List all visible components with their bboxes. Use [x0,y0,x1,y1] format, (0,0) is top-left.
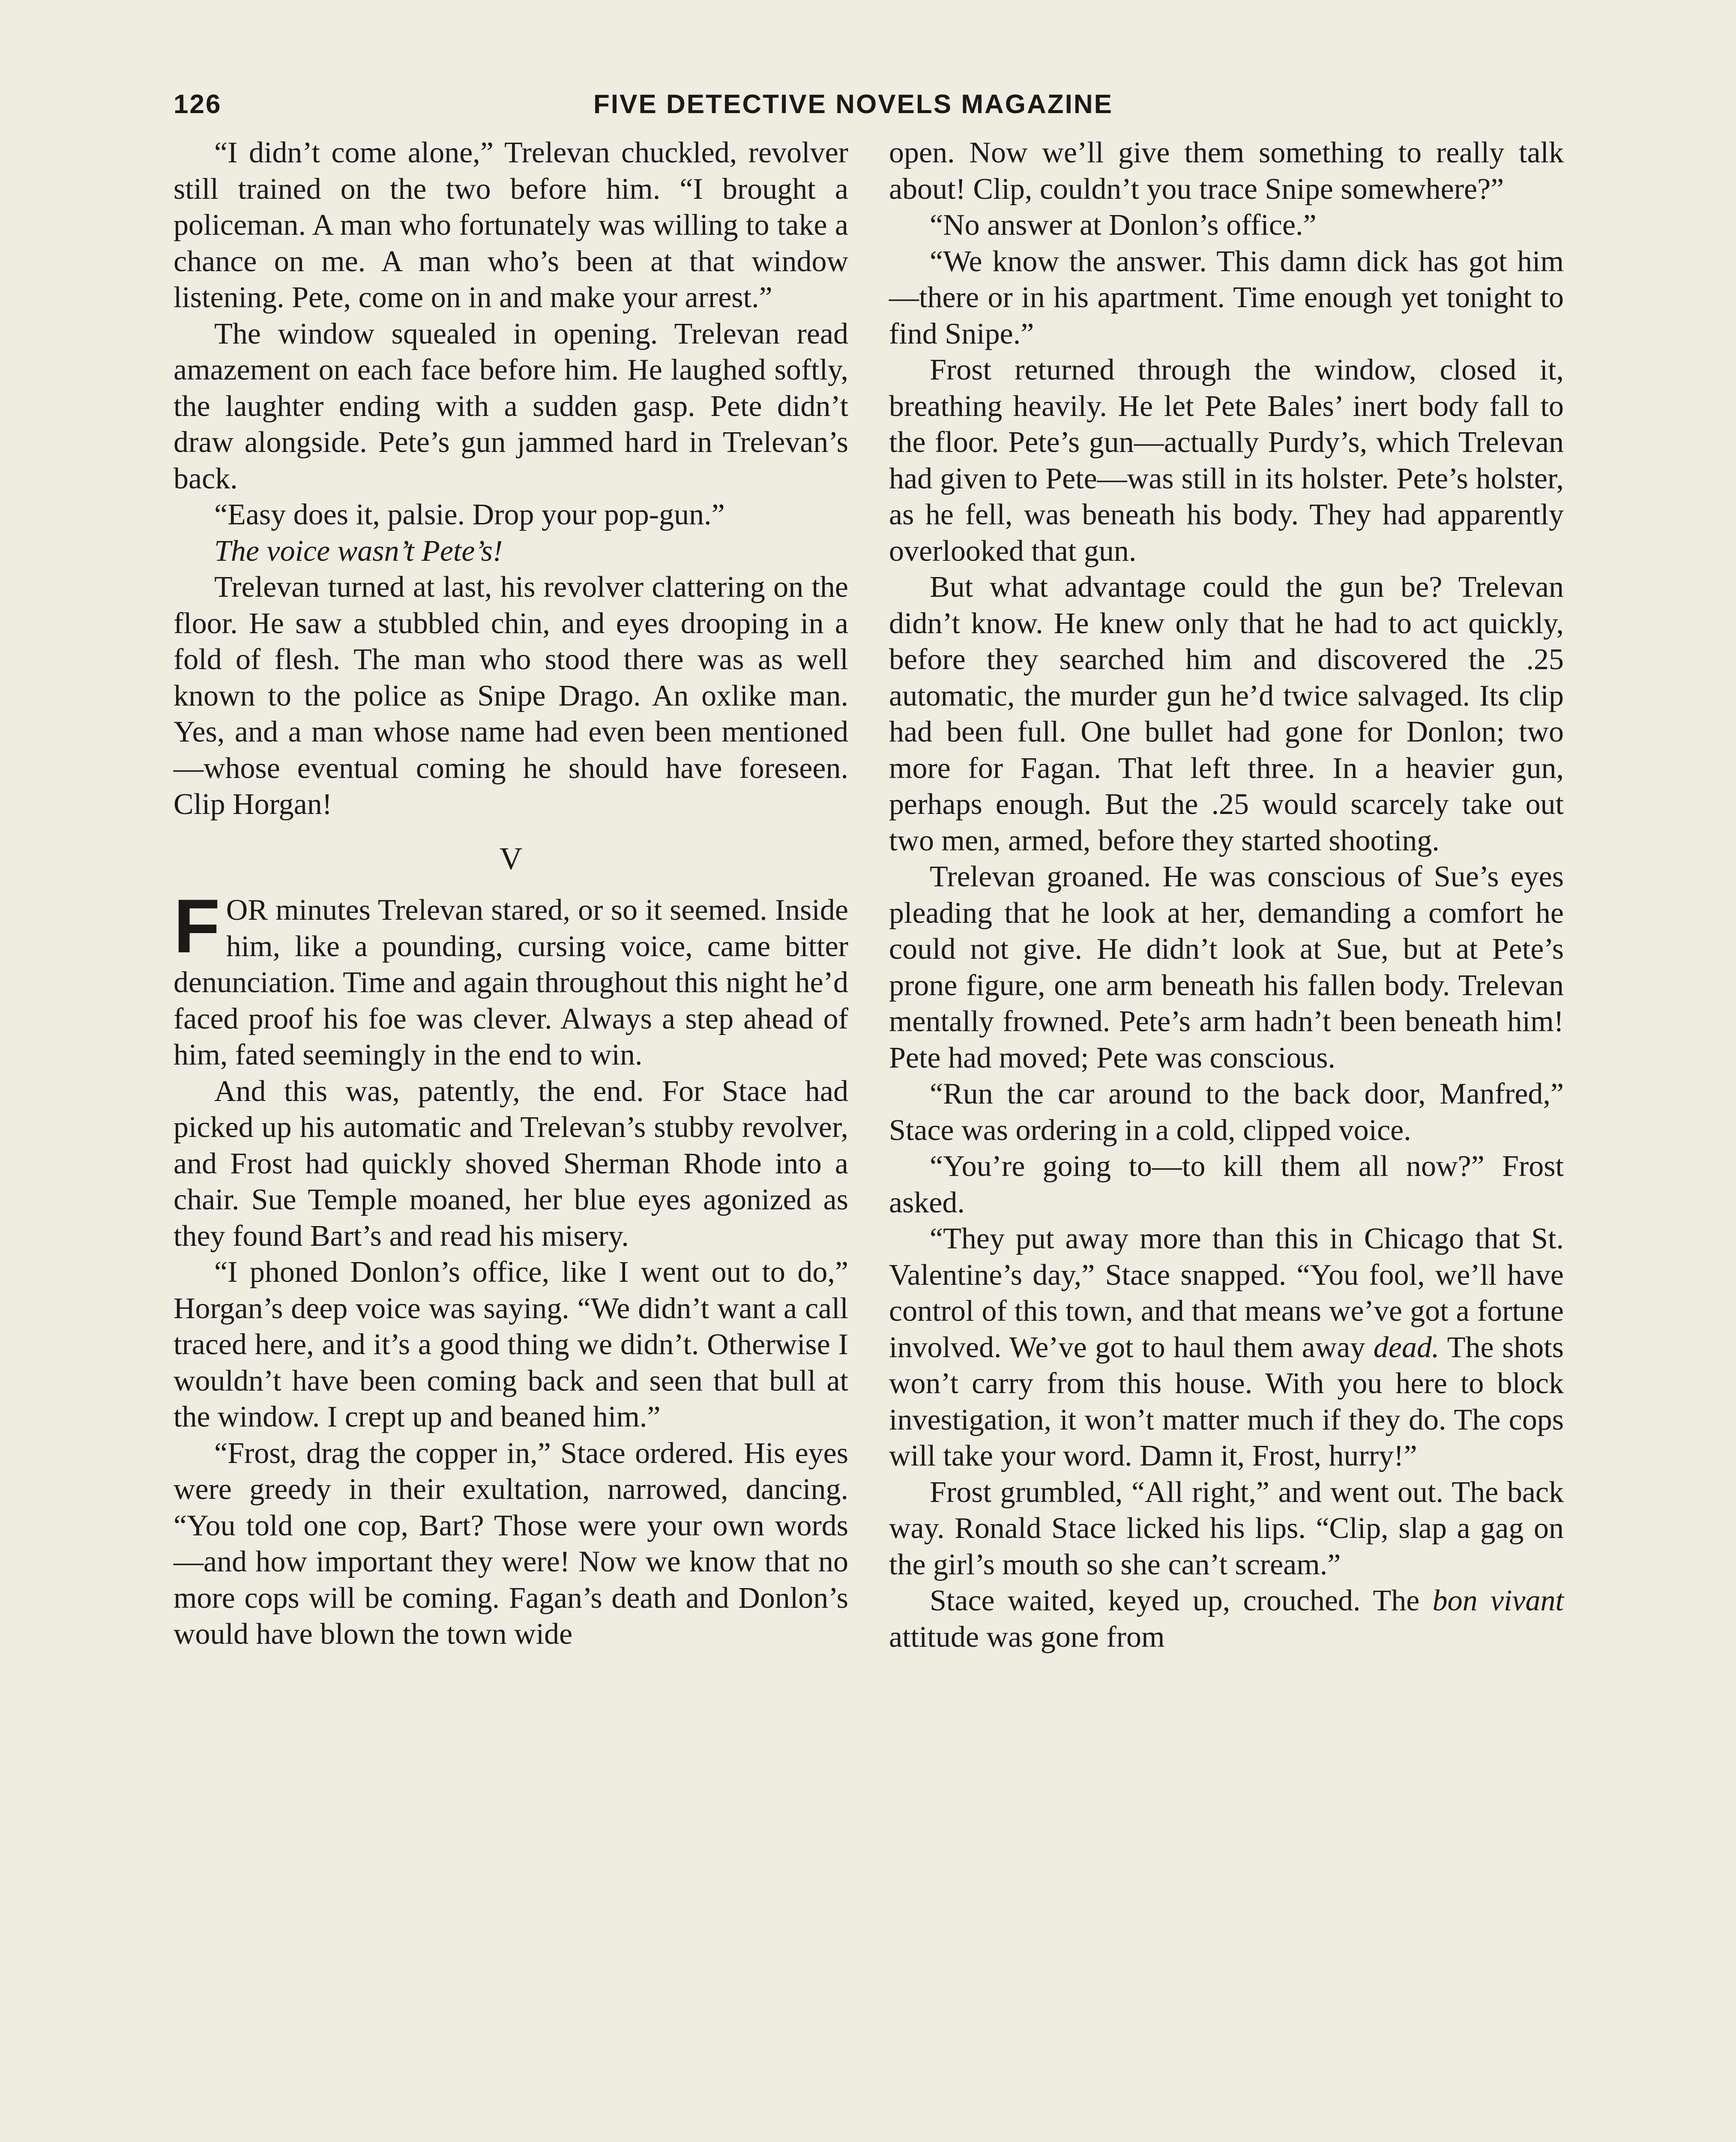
italic-word: dead. [1373,1331,1440,1364]
paragraph: Trelevan turned at last, his revolver clattering on the floor. He saw a stubbled chin, and eyes drooping in a fold of flesh. The man who stood there was as well known to the police as Snipe Drago. An oxlike man. Yes, and a man whose name had even been mentioned—whose eventual coming he should have foreseen. Clip Horgan! [174,571,848,821]
text-run: attitude was gone from [889,1620,1165,1654]
paragraph: But what advantage could the gun be? Trelevan didn’t know. He knew only that he had to act quickly, before they searched him and discovered the .25 automatic, the murder gun he’d twice salvaged. Its clip had been full. One bullet had gone for Donlon; two more for Fagan. That left three. In a heavier gun, perhaps enough. But the .25 would scarcely take out two men, armed, before they started shooting. [889,571,1564,857]
text-run: “They put away more than this in Chicago that St. Valentine’s day,” Stace snapped. “You fool, we’ll have control of this town, and that means we’ve got a fortune involved. We’ve got to haul them away [889,1222,1564,1364]
magazine-title: FIVE DETECTIVE NOVELS MAGAZINE [593,90,1113,119]
paragraph [174,533,848,570]
paragraph: “Run the car around to the back door, Manfred,” Stace was ordering in a cold, clipped voice. [889,1077,1564,1147]
paragraph: “No answer at Donlon’s office.” [930,209,1317,242]
paragraph: “I didn’t come alone,” Trelevan chuckled, revolver still trained on the two before him. “I brought a policeman. A man who fortunately was willing to take a chance on me. A man who’s been at that window listening. Pete, come on in and make your arrest.” [174,136,848,314]
chapter-opening-paragraph [174,883,848,1074]
paragraph: Frost grumbled, “All right,” and went out. The back way. Ronald Stace licked his lips. “Clip, slap a gag on the girl’s mouth so she can’t scream.” [889,1475,1564,1581]
chapter-number: V [499,841,523,877]
paragraph: Trelevan groaned. He was conscious of Sue’s eyes pleading that he look at her, demanding a comfort he could not give. He didn’t look at Sue, but at Pete’s prone figure, one arm beneath his fallen body. Trelevan mentally frowned. Pete’s arm hadn’t been beneath him! Pete had moved; Pete was conscious. [889,860,1564,1074]
paragraph: “We know the answer. This damn dick has got him—there or in his apartment. Time enough yet tonight to find Snipe.” [889,245,1564,350]
italic-phrase: bon vivant [1432,1584,1564,1617]
paragraph [889,1221,1564,1475]
right-column [889,135,1564,1655]
left-column [174,135,848,1653]
paragraph: The window squealed in opening. Trelevan read amazement on each face before him. He laughed softly, the laughter ending with a sudden gasp. Pete didn’t draw alongside. Pete’s gun jammed hard in Trelevan’s back. [174,317,848,495]
paragraph: Frost returned through the window, closed it, breathing heavily. He let Pete Bales’ inert body fall to the floor. Pete’s gun—actually Purdy’s, which Trelevan had given to Pete—was still in its holster. Pete’s holster, as he fell, was beneath his body. They had apparently overlooked that gun. [889,353,1564,568]
paragraph: And this was, patently, the end. For Stace had picked up his automatic and Trelevan’s stubby revolver, and Frost had quickly shoved Sherman Rhode into a chair. Sue Temple moaned, her blue eyes agonized as they found Bart’s and read his misery. [174,1074,848,1253]
paragraph [889,1583,1564,1655]
page-header [174,89,1137,128]
paragraph: open. Now we’ll give them something to really talk about! Clip, couldn’t you trace Snipe somewhere?” [889,136,1564,206]
paragraph: “Frost, drag the copper in,” Stace ordered. His eyes were greedy in their exultation, narrowed, dancing. “You told one cop, Bart? Those were your own words—and how important they were! Now we know that no more cops will be coming. Fagan’s death and Donlon’s would have blown the town wide [174,1436,848,1651]
paragraph: “Easy does it, palsie. Drop your pop-gun.” [214,498,725,531]
drop-cap: F [174,883,218,969]
text-run: The shots won’t carry from this house. With you here to block investigation, it won’t matter much if they do. The cops will take your word. Damn it, Frost, hurry!” [889,1331,1564,1472]
text-run: Stace waited, keyed up, crouched. The [930,1584,1433,1617]
italic-line: The voice wasn’t Pete’s! [214,534,503,568]
paragraph: “I phoned Donlon’s office, like I went out to do,” Horgan’s deep voice was saying. “We didn’t want a call traced here, and it’s a good thing we didn’t. Otherwise I wouldn’t have been coming back and seen that bull at the window. I crept up and beaned him.” [174,1256,848,1433]
paragraph: “You’re going to—to kill them all now?” Frost asked. [889,1150,1564,1219]
paragraph-text: OR minutes Trelevan stared, or so it seemed. Inside him, like a pounding, cursing voice, came bitter denunciation. Time and again throughout this night he’d faced proof his foe was clever. Always a step ahead of him, fated seemingly in the end to win. [174,894,848,1071]
page-number: 126 [174,90,222,119]
